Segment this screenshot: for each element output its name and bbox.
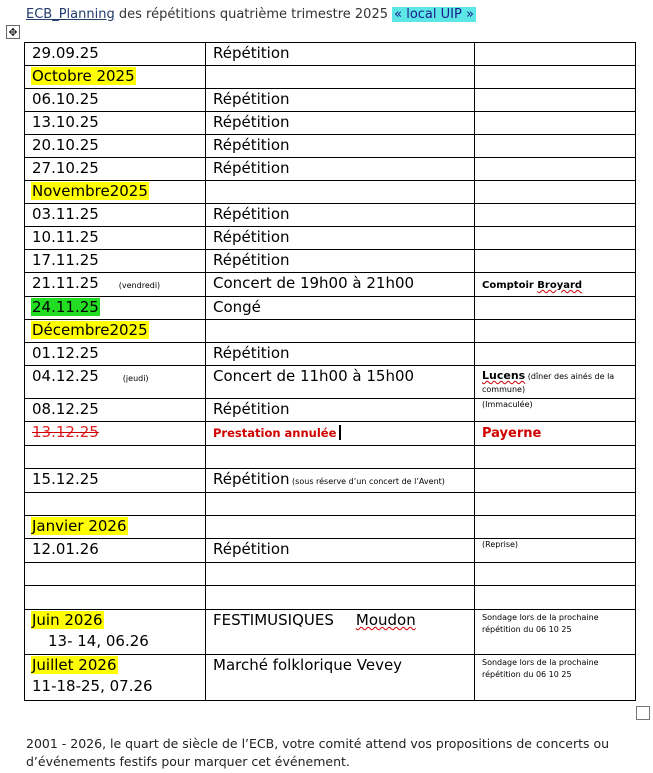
note-cell bbox=[475, 366, 636, 399]
table-row bbox=[25, 586, 636, 610]
date-text: 21.11.25 bbox=[32, 274, 99, 292]
event-cell: Répétition bbox=[206, 227, 475, 250]
month-label: Juin 2026 bbox=[32, 611, 103, 629]
month-cell bbox=[25, 516, 206, 539]
text-cursor bbox=[339, 425, 341, 440]
table-row bbox=[25, 610, 636, 655]
event-cell: Répétition bbox=[206, 250, 475, 273]
date-cell bbox=[25, 273, 206, 297]
note-cell bbox=[475, 422, 636, 446]
table-row bbox=[25, 539, 636, 563]
event-remark: (sous réserve d’un concert de l’Avent) bbox=[289, 477, 445, 486]
weekday-note: (vendredi) bbox=[118, 281, 161, 290]
move-handle-icon[interactable]: ✥ bbox=[6, 25, 20, 39]
venue-text: Payerne bbox=[482, 426, 542, 441]
event-cell bbox=[206, 422, 475, 446]
month-cell bbox=[25, 66, 206, 89]
event-cell: Répétition bbox=[206, 158, 475, 181]
date-cell bbox=[25, 297, 206, 320]
venue-text: Lucens bbox=[482, 369, 526, 382]
note-cell bbox=[475, 539, 636, 563]
event-cell: Marché folklorique Vevey bbox=[206, 655, 475, 701]
table-row bbox=[25, 655, 636, 701]
date-text: 04.12.25 bbox=[32, 367, 99, 385]
table-row bbox=[25, 320, 636, 343]
event-cell bbox=[206, 469, 475, 493]
title-text: des répétitions quatrième trimestre 2025 bbox=[114, 7, 393, 22]
table-row bbox=[25, 273, 636, 297]
month-cell bbox=[25, 320, 206, 343]
table-row bbox=[25, 563, 636, 586]
title-highlight: « local UIP » bbox=[394, 7, 474, 22]
dates-text: 11-18-25, 07.26 bbox=[32, 677, 153, 695]
note-text: Sondage lors de la prochaine répétition du 06 10 25 bbox=[482, 613, 599, 634]
note-cell bbox=[475, 43, 636, 66]
table-row bbox=[25, 422, 636, 446]
event-cell: Congé bbox=[206, 297, 475, 320]
date-cell: 12.01.26 bbox=[25, 539, 206, 563]
table-row bbox=[25, 297, 636, 320]
table-row bbox=[25, 227, 636, 250]
note-cell bbox=[475, 273, 636, 297]
month-label: Novembre2025 bbox=[32, 182, 148, 200]
note-cell bbox=[475, 655, 636, 701]
date-cell: 06.10.25 bbox=[25, 89, 206, 112]
date-cell: 20.10.25 bbox=[25, 135, 206, 158]
table-row bbox=[25, 469, 636, 493]
date-cell bbox=[25, 366, 206, 399]
month-label: Juillet 2026 bbox=[32, 656, 117, 674]
table-row bbox=[25, 158, 636, 181]
date-cell: 15.12.25 bbox=[25, 469, 206, 493]
date-cell: 13.10.25 bbox=[25, 112, 206, 135]
weekday-note: (jeudi) bbox=[122, 374, 149, 383]
table-row bbox=[25, 366, 636, 399]
date-cell: 10.11.25 bbox=[25, 227, 206, 250]
event-cell: Répétition bbox=[206, 89, 475, 112]
event-cell: Répétition bbox=[206, 135, 475, 158]
table-row bbox=[25, 204, 636, 227]
month-label: Janvier 2026 bbox=[32, 517, 127, 535]
month-label: Décembre2025 bbox=[32, 321, 148, 339]
event-cell: Répétition bbox=[206, 399, 475, 422]
month-cell bbox=[25, 181, 206, 204]
dates-text: 13- 14, 06.26 bbox=[48, 632, 149, 650]
month-label: Octobre 2025 bbox=[32, 67, 135, 85]
event-cell bbox=[206, 610, 475, 655]
table-row bbox=[25, 493, 636, 516]
note-text: (Immaculée) bbox=[482, 400, 533, 409]
date-cell: 08.12.25 bbox=[25, 399, 206, 422]
event-location: Moudon bbox=[355, 611, 416, 629]
table-row bbox=[25, 343, 636, 366]
table-row bbox=[25, 250, 636, 273]
table-row bbox=[25, 112, 636, 135]
event-cell: Répétition bbox=[206, 539, 475, 563]
month-cell bbox=[25, 655, 206, 701]
note-text: Sondage lors de la prochaine répétition du 06 10 25 bbox=[482, 658, 599, 679]
note-text: (Reprise) bbox=[482, 540, 519, 549]
date-cell bbox=[25, 422, 206, 446]
document-title bbox=[26, 7, 476, 22]
table-row bbox=[25, 135, 636, 158]
schedule-table bbox=[24, 42, 636, 701]
event-cell: Répétition bbox=[206, 343, 475, 366]
date-cell: 29.09.25 bbox=[25, 43, 206, 66]
cancelled-date: 13.12.25 bbox=[32, 423, 99, 441]
table-row bbox=[25, 399, 636, 422]
event-text: FESTIMUSIQUES bbox=[213, 611, 334, 629]
date-cell: 01.12.25 bbox=[25, 343, 206, 366]
resize-handle-icon[interactable] bbox=[636, 706, 650, 720]
event-cell: Concert de 19h00 à 21h00 bbox=[206, 273, 475, 297]
table-row bbox=[25, 516, 636, 539]
date-cell: 27.10.25 bbox=[25, 158, 206, 181]
venue-detail: (dîner des ainés de la commune) bbox=[482, 372, 615, 394]
date-highlight: 24.11.25 bbox=[32, 298, 99, 316]
table-row bbox=[25, 446, 636, 469]
date-cell: 03.11.25 bbox=[25, 204, 206, 227]
table-row bbox=[25, 181, 636, 204]
event-cell: Répétition bbox=[206, 112, 475, 135]
note-cell bbox=[475, 610, 636, 655]
footer-text: 2001 - 2026, le quart de siècle de l’ECB, votre comité attend vos propositions de concerts ou d’événements festifs pour marquer cet événement. bbox=[26, 736, 610, 769]
table-row bbox=[25, 43, 636, 66]
event-text: Répétition bbox=[213, 470, 290, 488]
note-cell bbox=[475, 399, 636, 422]
event-cell: Répétition bbox=[206, 43, 475, 66]
month-cell bbox=[25, 610, 206, 655]
date-cell: 17.11.25 bbox=[25, 250, 206, 273]
venue-text: Comptoir bbox=[482, 280, 538, 291]
table-row bbox=[25, 89, 636, 112]
cancelled-event: Prestation annulée bbox=[213, 426, 337, 440]
title-link[interactable]: ECB_Planning bbox=[26, 7, 115, 22]
event-cell: Concert de 11h00 à 15h00 bbox=[206, 366, 475, 399]
event-cell: Répétition bbox=[206, 204, 475, 227]
table-row bbox=[25, 66, 636, 89]
venue-text-misspelled: Broyard bbox=[537, 280, 583, 291]
